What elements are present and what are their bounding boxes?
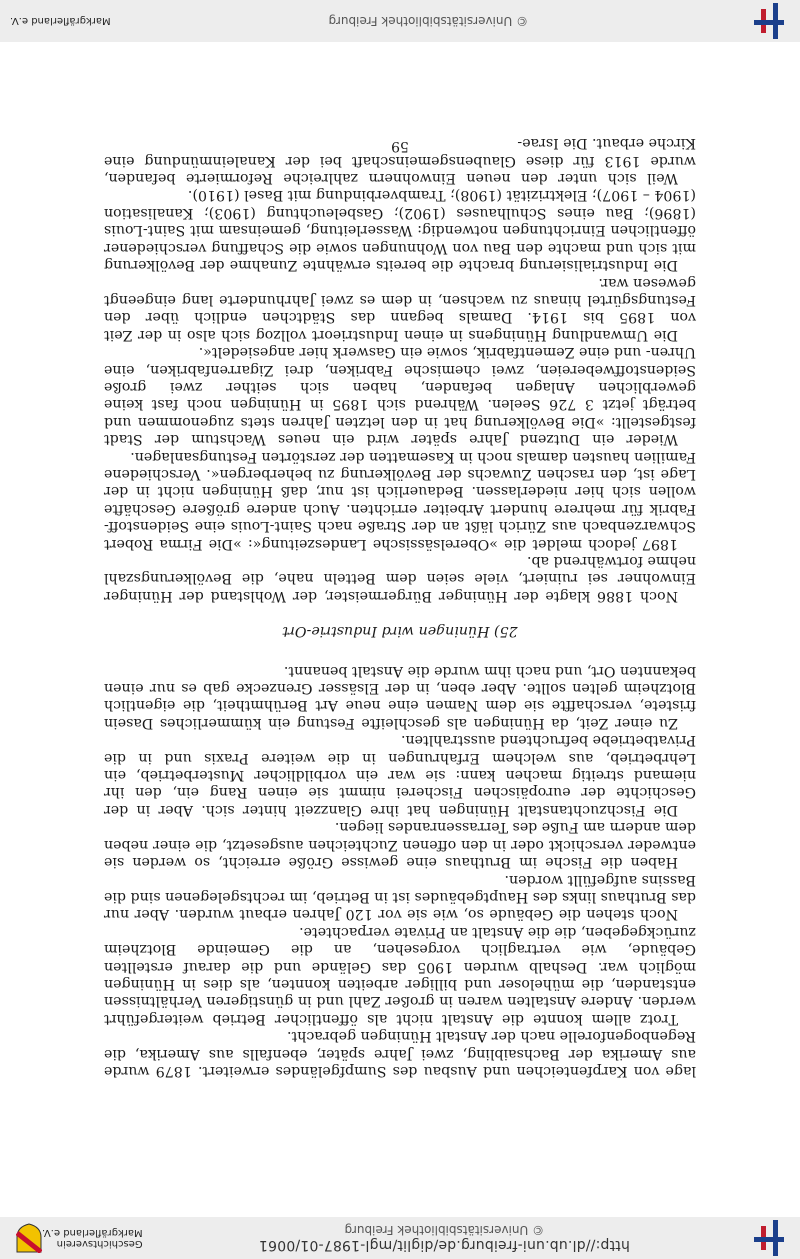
paragraph: 1897 jedoch meldet die »Oberelsässische Landeszeitung«: »Die Firma Robert Schwarzenbach aus Zürich läßt an der Straße nach Saint-Louis eine Seidenstoff-Fabrik für mehrere hundert Arbeiter errichten. Auch andere größere Geschäfte wollen sich hier niederlassen. Bedauerlich ist nur, daß Hüningen nicht in der Lage ist, den raschen Zuwachs der Bevölkerung zu beherbergen«. Verschiedene Familien hausten damals noch in Kasematten der zerstörten Festungsanlagen.	[104, 448, 696, 552]
paragraph: Noch 1886 klagte der Hüninger Bürgermeister, der Wohlstand der Hüninger Einwohner sei ruiniert, viele seien dem Betteln nahe, die Bevölkerungszahl nehme fortwährend ab.	[104, 553, 696, 604]
paragraph: Die Fischzuchtanstalt Hüningen hat ihre Glanzzeit hinter sich. Aber in der Geschichte der europäischen Fischerei nimmt sie einen Rang ein, den ihr niemand streitig machen kann: sie war ein vorbildlicher Musterbetrieb, ein Lehrbetrieb, aus welchem Erfahrungen in die weitere Praxis und in die Privatbetriebe befruchtend ausstrahlten.	[104, 732, 696, 818]
footer-band	[0, 0, 800, 42]
university-library-logo-icon	[750, 3, 786, 39]
society-logo	[10, 16, 111, 27]
coat-of-arms-icon	[16, 1223, 42, 1253]
footer-society-name: Markgräflerland e.V.	[10, 15, 111, 27]
paragraph: Die Umwandlung Hüningens in einen Industrieort vollzog sich also in der Zeit von 1895 bis 1914. Damals begann das Städtchen endlich über den Festungsgürtel hinaus zu wachsen, in dem es zwei Jahrhunderte lang eingeengt gewesen war.	[104, 274, 696, 343]
header-band	[0, 1217, 800, 1259]
section-heading: 25) Hüningen wird Industrie-Ort	[282, 623, 518, 640]
paragraph: lage von Karpfenteichen und Ausbau des Sumpfgeländes erweitert. 1879 wurde aus Amerika der Bachsaibling, zwei Jahre später, ebenfalls aus Amerika, die Regenbogenforelle nach der Anstalt Hüningen gebracht.	[104, 1028, 696, 1079]
paragraph: Die Industrialisierung brachte die bereits erwähnte Zunahme der Bevölkerung mit sich und machte den Bau von Wohnungen sowie die Schaffung verschiedener öffentlichen Einrichtungen notwendig: Wasserleitung, gemeinsam mit Saint-Louis (1896); Bau eines Schulhauses (1902); Gasbeleuchtung (1903); Kanalisation (1904 – 1907); Elektrizität (1908); Trambverbindung mit Basel (1910).	[104, 187, 696, 274]
page-number: 59	[391, 138, 409, 154]
society-logo	[10, 1223, 143, 1253]
society-name-2: Markgräflerland e.V.	[42, 1227, 143, 1238]
paragraph: Wieder ein Dutzend Jahre später wird ein neues Wachstum der Stadt festgestellt: »Die Bevölkerung hat in den letzten Jahren stets zugenommen und beträgt jetzt 3 726 Seelen. Während sich 1895 in Hüningen noch fast keine gewerblichen Anlagen befanden, haben sich seither zwei große Seidenstoffwebereien, zwei chemische Fabriken, drei Zigarrenfabriken, eine Uhren- und eine Zementfabrik, sowie ein Gaswerk hier angesiedelt«.	[104, 344, 696, 448]
source-url[interactable]: http://dl.ub.uni-freiburg.de/diglit/mgl-1987-01/0061	[258, 1237, 630, 1253]
society-name: Geschichtsverein	[56, 1238, 143, 1249]
paragraph: Noch stehen die Gebäude so, wie sie vor 120 Jahren erbaut wurden. Aber nur das Bruthaus links des Hauptgebäudes ist in Betrieb, im rechtsgelegenen sind die Bassins aufgefüllt worden.	[104, 871, 696, 923]
paragraph: Zu einer Zeit, da Hüningen als geschleifte Festung ein kümmerliches Dasein fristete, verschaffte sie dem Namen eine neue Art Berühmtheit, die eigentlich Blotzheim gelten sollte. Aber eben, in der Elsässer Grenzecke gab es nur einen bekannten Ort, und nach ihm wurde die Anstalt benannt.	[104, 662, 696, 731]
footer-copyright: © Universitätsbibliothek Freiburg	[328, 14, 529, 28]
header-copyright: © Universitätsbibliothek Freiburg	[344, 1223, 545, 1237]
university-library-logo-icon	[750, 1220, 786, 1256]
paragraph: Weil sich unter den neuen Einwohnern zahlreiche Reformierte befanden, wurde 1913 für diese Glaubensgemeinschaft bei der Kanaleinmündung eine Kirche erbaut. Die Israe-	[104, 135, 696, 187]
article-text	[104, 134, 696, 1079]
paragraph: Haben die Fische im Bruthaus eine gewisse Größe erreicht, so werden sie entweder verschickt oder in den offenen Zuchteichen ausgesetzt, die einer neben dem andern am Fuße des Terrassenrandes liegen.	[104, 819, 696, 871]
paragraph: Trotz allem konnte die Anstalt nicht als öffentlicher Betrieb weitergeführt werden. Andere Anstalten waren in großer Zahl und in günstigeren Verhältnissen entstanden, die müheloser und billiger arbeiten konnten, als dies in Hüningen möglich war. Deshalb wurden 1905 das Gelände und die darauf erstellten Gebäude, wie vertraglich vorgesehen, an die Gemeinde Blotzheim zurückgegeben, die die Anstalt an Private verpachtete.	[104, 923, 696, 1027]
